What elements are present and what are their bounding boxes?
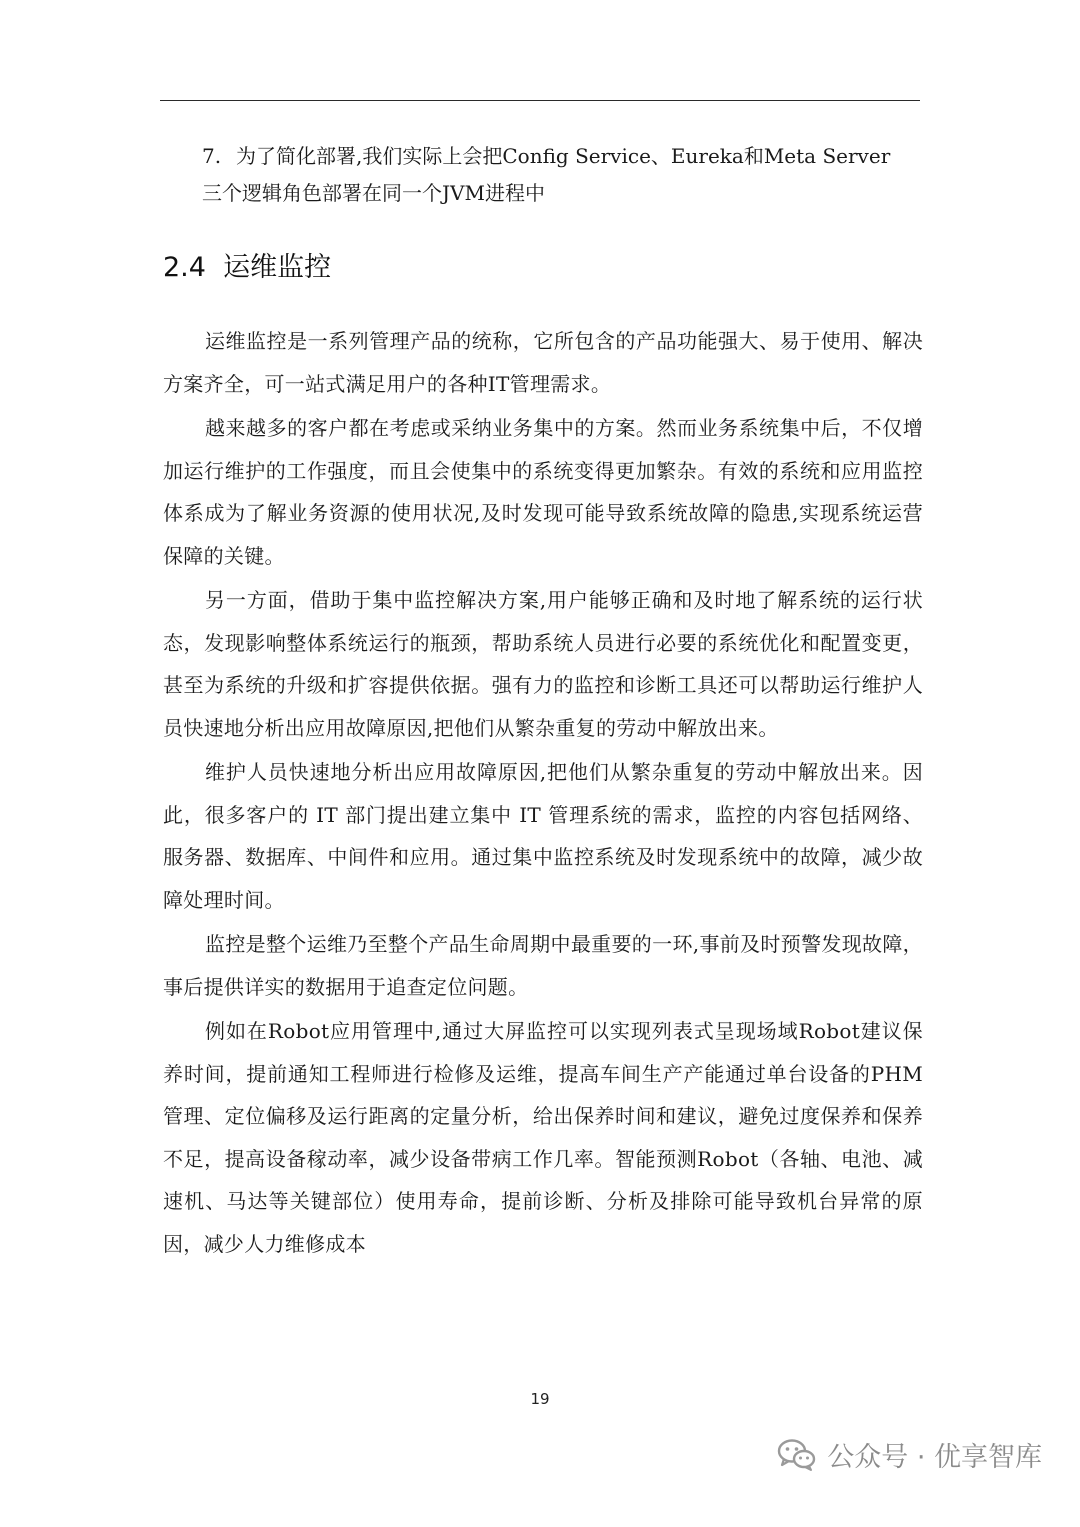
section-title: 运维监控 [223, 252, 332, 283]
wechat-icon [777, 1438, 817, 1472]
paragraph: 运维监控是一系列管理产品的统称，它所包含的产品功能强大、易于使用、解决方案齐全，可一站式满足用户的各种IT管理需求。 [163, 329, 923, 396]
list-item-text-line2: 三个逻辑角色部署在同一个JVM进程中 [202, 181, 545, 205]
paragraph: 越来越多的客户都在考虑或采纳业务集中的方案。然而业务系统集中后，不仅增加运行维护的工作强度，而且会使集中的系统变得更加繁杂。有效的系统和应用监控体系成为了解业务资源的使用状况,及时发现可能导致系统故障的隐患,实现系统运营保障的关键。 [163, 416, 923, 568]
page-number: 19 [530, 1390, 550, 1408]
paragraph: 例如在Robot应用管理中,通过大屏监控可以实现列表式呈现场域Robot建议保养时间，提前通知工程师进行检修及运维，提高车间生产产能通过单台设备的PHM管理、定位偏移及运行距离的定量分析，给出保养时间和建议，避免过度保养和保养不足，提高设备稼动率，减少设备带病工作几率。智能预测Robot（各轴、电池、减速机、马达等关键部位）使用寿命，提前诊断、分析及排除可能导致机台异常的原因，减少人力维修成本 [163, 1019, 923, 1256]
paragraph: 监控是整个运维乃至整个产品生命周期中最重要的一环,事前及时预警发现故障，事后提供详实的数据用于追查定位问题。 [163, 932, 923, 999]
section-number: 2.4 [163, 252, 206, 283]
watermark-text: 公众号 · 优享智库 [827, 1442, 1042, 1473]
section-body [163, 320, 923, 1267]
section-heading [163, 247, 331, 289]
paragraph: 维护人员快速地分析出应用故障原因,把他们从繁杂重复的劳动中解放出来。因此，很多客户的 IT 部门提出建立集中 IT 管理系统的需求，监控的内容包括网络、服务器、数据库、中间件和应用。通过集中监控系统及时发现系统中的故障，减少故障处理时间。 [163, 760, 923, 912]
list-item-text-line1: 为了简化部署,我们实际上会把Config Service、Eureka和Meta Server [236, 144, 891, 168]
list-number: 7. [202, 144, 222, 168]
header-rule [160, 100, 920, 101]
paragraph: 另一方面，借助于集中监控解决方案,用户能够正确和及时地了解系统的运行状态，发现影响整体系统运行的瓶颈，帮助系统人员进行必要的系统优化和配置变更，甚至为系统的升级和扩容提供依据。强有力的监控和诊断工具还可以帮助运行维护人员快速地分析出应用故障原因,把他们从繁杂重复的劳动中解放出来。 [163, 588, 923, 740]
list-item-7 [160, 138, 920, 212]
watermark [777, 1435, 1042, 1474]
